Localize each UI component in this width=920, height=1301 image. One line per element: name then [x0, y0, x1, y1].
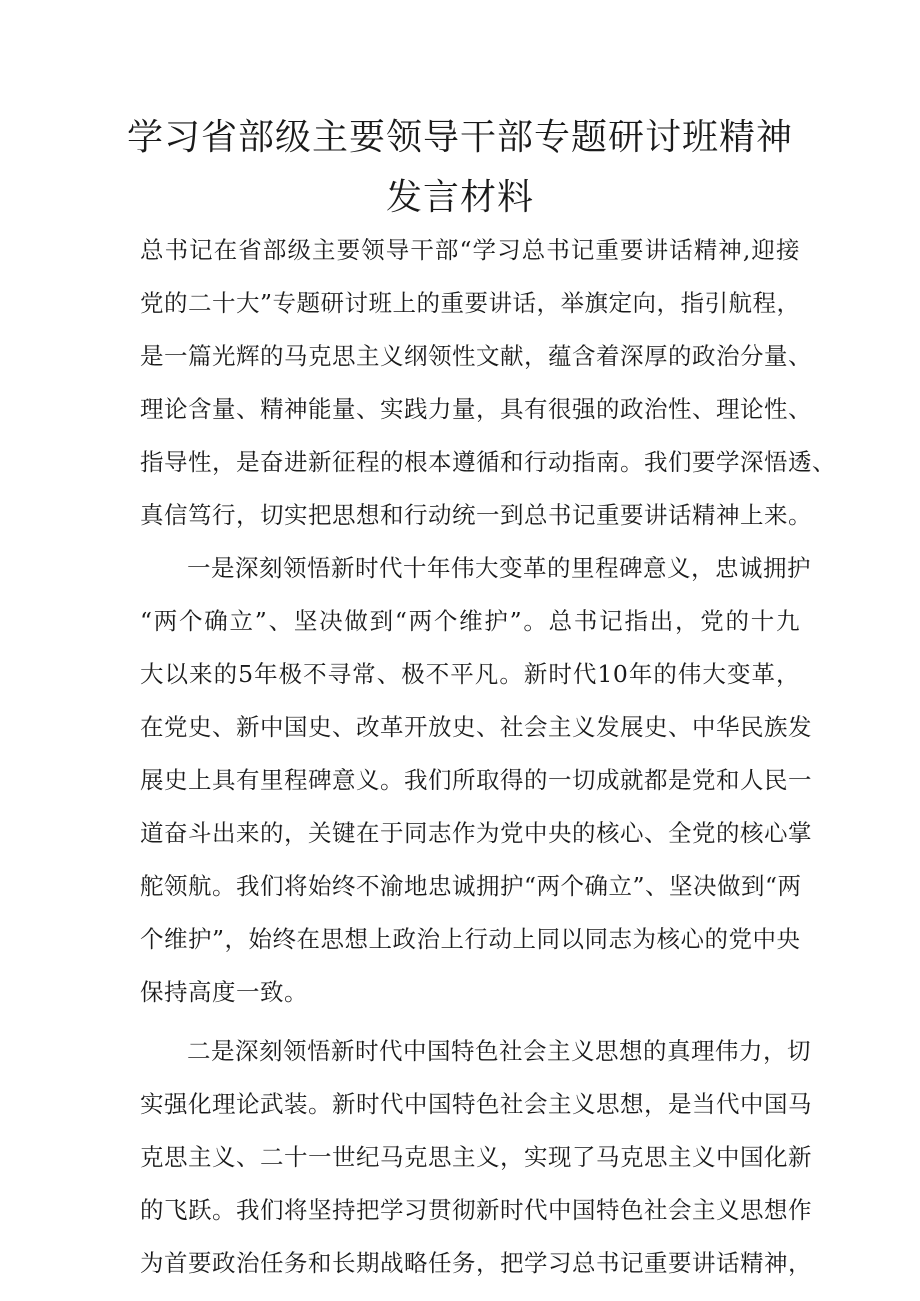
text-line: 实强化理论武装。新时代中国特色社会主义思想，是当代中国马 [140, 1090, 812, 1118]
text-line: 克思主义、二十一世纪马克思主义，实现了马克思主义中国化新 [140, 1143, 812, 1171]
text-line: 展史上具有里程碑意义。我们所取得的一切成就都是党和人民一 [140, 766, 812, 794]
text-line: 总书记在省部级主要领导干部“学习总书记重要讲话精神,迎接 [140, 236, 800, 264]
document-title-line-1: 学习省部级主要领导干部专题研讨班精神 [126, 117, 793, 158]
text-line: 个维护”，始终在思想上政治上行动上同以同志为核心的党中央 [140, 925, 801, 953]
text-line: 理论含量、精神能量、实践力量，具有很强的政治性、理论性、 [140, 395, 812, 423]
text-line: 的飞跃。我们将坚持把学习贯彻新时代中国特色社会主义思想作 [140, 1196, 812, 1224]
text-line: 是一篇光辉的马克思主义纲领性文献，蕴含着深厚的政治分量、 [140, 342, 812, 370]
text-line: 二是深刻领悟新时代中国特色社会主义思想的真理伟力，切 [187, 1037, 811, 1065]
text-line: “两个确立”、坚决做到“两个维护”。总书记指出，党的十九 [140, 607, 800, 635]
document-title-line-2: 发言材料 [385, 177, 534, 218]
text-line: 为首要政治任务和长期战略任务，把学习总书记重要讲话精神， [140, 1249, 812, 1277]
text-line: 一是深刻领悟新时代十年伟大变革的里程碑意义，忠诚拥护 [187, 554, 811, 582]
text-line: 保持高度一致。 [140, 978, 308, 1006]
text-line: 真信笃行，切实把思想和行动统一到总书记重要讲话精神上来。 [140, 501, 812, 529]
text-line: 指导性，是奋进新征程的根本遵循和行动指南。我们要学深悟透、 [140, 448, 836, 476]
text-line: 党的二十大”专题研讨班上的重要讲话，举旗定向，指引航程， [140, 289, 801, 317]
text-line: 舵领航。我们将始终不渝地忠诚拥护“两个确立”、坚决做到“两 [140, 872, 802, 900]
text-line: 大以来的5年极不寻常、极不平凡。新时代10年的伟大变革， [140, 660, 800, 688]
text-line: 道奋斗出来的，关键在于同志作为党中央的核心、全党的核心掌 [140, 819, 812, 847]
text-line: 在党史、新中国史、改革开放史、社会主义发展史、中华民族发 [140, 713, 812, 741]
